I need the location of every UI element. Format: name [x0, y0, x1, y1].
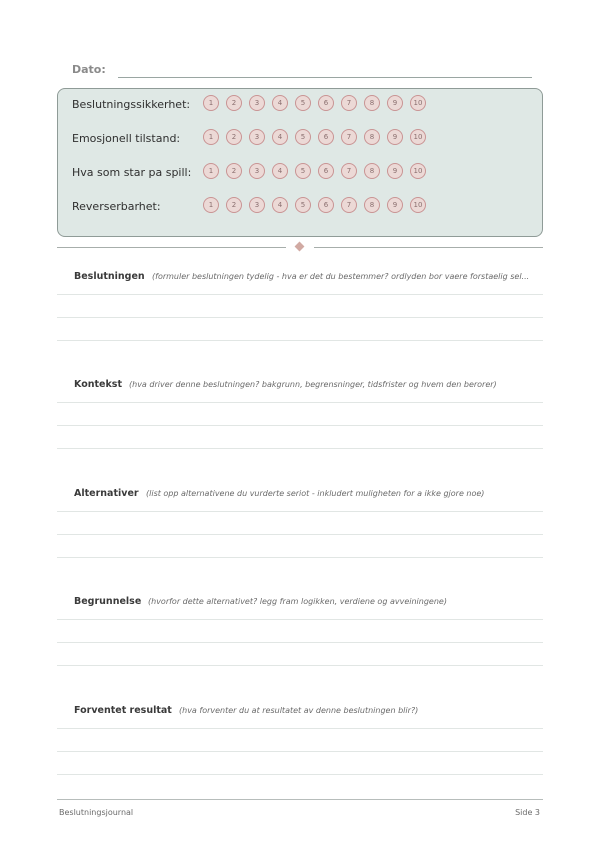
rating-option-7[interactable]: 7 — [341, 95, 357, 111]
section-header — [57, 374, 543, 396]
section-title: Forventet resultat — [74, 705, 172, 716]
section-hint: (formuler beslutningen tydelig - hva er det du bestemmer? ordlyden bor vaere forstaelig sel... — [152, 272, 530, 281]
rating-option-1[interactable]: 1 — [203, 197, 219, 213]
footer-title: Beslutningsjournal — [59, 808, 134, 817]
section-hint: (hva forventer du at resultatet av denne beslutningen blir?) — [179, 706, 419, 715]
rating-option-7[interactable]: 7 — [341, 129, 357, 145]
rating-option-9[interactable]: 9 — [387, 163, 403, 179]
rating-option-6[interactable]: 6 — [318, 163, 334, 179]
rating-option-5[interactable]: 5 — [295, 95, 311, 111]
rating-row-reverserbarhet — [72, 197, 532, 217]
section-begrunnelse — [57, 591, 543, 613]
section-forventet-resultat — [57, 700, 543, 722]
rating-option-8[interactable]: 8 — [364, 197, 380, 213]
rating-row-beslutningssikkerhet — [72, 95, 532, 115]
rating-option-1[interactable]: 1 — [203, 163, 219, 179]
section-header — [57, 483, 543, 505]
section-header — [57, 700, 543, 722]
rating-option-2[interactable]: 2 — [226, 197, 242, 213]
section-header — [57, 591, 543, 613]
date-input-line[interactable] — [118, 77, 532, 78]
section-beslutningen — [57, 266, 543, 288]
rating-option-8[interactable]: 8 — [364, 129, 380, 145]
divider-line-right — [314, 247, 543, 248]
rating-option-5[interactable]: 5 — [295, 163, 311, 179]
rating-option-4[interactable]: 4 — [272, 163, 288, 179]
writing-line[interactable] — [57, 425, 543, 426]
section-hint: (hvorfor dette alternativet? legg fram logikken, verdiene og avveiningene) — [148, 597, 447, 606]
rating-option-10[interactable]: 10 — [410, 197, 426, 213]
rating-option-7[interactable]: 7 — [341, 163, 357, 179]
section-accent-bar — [57, 266, 62, 288]
rating-box — [57, 88, 543, 237]
section-accent-bar — [57, 591, 62, 613]
writing-line[interactable] — [57, 294, 543, 295]
section-title: Kontekst — [74, 379, 122, 390]
rating-row-hva-som-star-pa-spill — [72, 163, 532, 183]
writing-line[interactable] — [57, 728, 543, 729]
rating-option-4[interactable]: 4 — [272, 129, 288, 145]
writing-line[interactable] — [57, 534, 543, 535]
section-accent-bar — [57, 483, 62, 505]
rating-option-3[interactable]: 3 — [249, 197, 265, 213]
date-row — [72, 63, 532, 79]
rating-option-9[interactable]: 9 — [387, 129, 403, 145]
section-header — [57, 266, 543, 288]
section-accent-bar — [57, 374, 62, 396]
diamond-ornament-icon — [295, 242, 305, 252]
rating-option-7[interactable]: 7 — [341, 197, 357, 213]
rating-option-8[interactable]: 8 — [364, 95, 380, 111]
writing-line[interactable] — [57, 751, 543, 752]
rating-label: Hva som star pa spill: — [72, 166, 192, 179]
rating-option-10[interactable]: 10 — [410, 163, 426, 179]
section-divider — [57, 242, 543, 252]
writing-line[interactable] — [57, 665, 543, 666]
rating-option-8[interactable]: 8 — [364, 163, 380, 179]
writing-line[interactable] — [57, 774, 543, 775]
writing-line[interactable] — [57, 619, 543, 620]
writing-line[interactable] — [57, 511, 543, 512]
rating-option-3[interactable]: 3 — [249, 129, 265, 145]
rating-option-6[interactable]: 6 — [318, 129, 334, 145]
rating-row-emosjonell-tilstand — [72, 129, 532, 149]
rating-label: Reverserbarhet: — [72, 200, 161, 213]
rating-option-1[interactable]: 1 — [203, 129, 219, 145]
rating-label: Beslutningssikkerhet: — [72, 98, 191, 111]
rating-option-2[interactable]: 2 — [226, 129, 242, 145]
rating-option-4[interactable]: 4 — [272, 197, 288, 213]
rating-option-6[interactable]: 6 — [318, 95, 334, 111]
section-kontekst — [57, 374, 543, 396]
rating-option-9[interactable]: 9 — [387, 197, 403, 213]
writing-line[interactable] — [57, 317, 543, 318]
rating-label: Emosjonell tilstand: — [72, 132, 181, 145]
rating-option-5[interactable]: 5 — [295, 129, 311, 145]
section-hint: (hva driver denne beslutningen? bakgrunn, begrensninger, tidsfrister og hvem den berorer) — [129, 380, 497, 389]
section-title: Alternativer — [74, 488, 139, 499]
section-accent-bar — [57, 700, 62, 722]
footer-rule — [57, 799, 543, 800]
rating-option-2[interactable]: 2 — [226, 163, 242, 179]
page-number: Side 3 — [515, 808, 540, 817]
divider-line-left — [57, 247, 286, 248]
writing-line[interactable] — [57, 642, 543, 643]
rating-option-3[interactable]: 3 — [249, 163, 265, 179]
writing-line[interactable] — [57, 557, 543, 558]
writing-line[interactable] — [57, 340, 543, 341]
writing-line[interactable] — [57, 402, 543, 403]
rating-option-2[interactable]: 2 — [226, 95, 242, 111]
rating-option-1[interactable]: 1 — [203, 95, 219, 111]
writing-line[interactable] — [57, 448, 543, 449]
section-alternativer — [57, 483, 543, 505]
rating-option-4[interactable]: 4 — [272, 95, 288, 111]
rating-option-9[interactable]: 9 — [387, 95, 403, 111]
section-title: Begrunnelse — [74, 596, 142, 607]
rating-option-5[interactable]: 5 — [295, 197, 311, 213]
rating-option-10[interactable]: 10 — [410, 129, 426, 145]
rating-option-3[interactable]: 3 — [249, 95, 265, 111]
rating-option-10[interactable]: 10 — [410, 95, 426, 111]
date-label: Dato: — [72, 63, 106, 76]
section-hint: (list opp alternativene du vurderte seriot - inkludert muligheten for a ikke gjore noe) — [146, 489, 485, 498]
section-title: Beslutningen — [74, 271, 145, 282]
rating-option-6[interactable]: 6 — [318, 197, 334, 213]
